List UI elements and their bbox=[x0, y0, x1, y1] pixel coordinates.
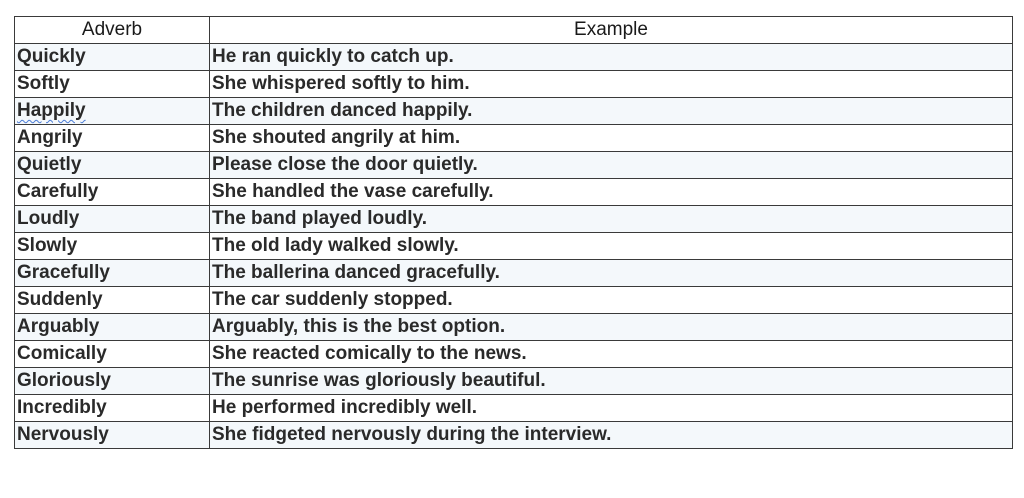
table-row bbox=[15, 152, 1013, 179]
column-header-example: Example bbox=[210, 17, 1013, 44]
example-cell[interactable]: The band played loudly. bbox=[210, 206, 1013, 233]
example-cell[interactable]: She whispered softly to him. bbox=[210, 71, 1013, 98]
adverb-cell[interactable]: Suddenly bbox=[15, 287, 210, 314]
example-cell[interactable]: Please close the door quietly. bbox=[210, 152, 1013, 179]
table-row bbox=[15, 233, 1013, 260]
adverb-cell[interactable]: Nervously bbox=[15, 422, 210, 449]
adverb-cell[interactable]: Quickly bbox=[15, 44, 210, 71]
adverb-table bbox=[14, 16, 1013, 449]
example-cell[interactable]: Arguably, this is the best option. bbox=[210, 314, 1013, 341]
adverb-cell[interactable]: Gracefully bbox=[15, 260, 210, 287]
table-row bbox=[15, 314, 1013, 341]
adverb-cell[interactable]: Arguably bbox=[15, 314, 210, 341]
example-cell[interactable]: She handled the vase carefully. bbox=[210, 179, 1013, 206]
table-header-row bbox=[15, 17, 1013, 44]
table-row bbox=[15, 206, 1013, 233]
table-row bbox=[15, 125, 1013, 152]
example-cell[interactable]: She reacted comically to the news. bbox=[210, 341, 1013, 368]
adverb-cell[interactable]: Slowly bbox=[15, 233, 210, 260]
adverb-cell[interactable]: Gloriously bbox=[15, 368, 210, 395]
table-row bbox=[15, 395, 1013, 422]
table-row bbox=[15, 422, 1013, 449]
adverb-cell[interactable]: Incredibly bbox=[15, 395, 210, 422]
adverb-cell[interactable]: Carefully bbox=[15, 179, 210, 206]
example-cell[interactable]: The sunrise was gloriously beautiful. bbox=[210, 368, 1013, 395]
spellcheck-flagged-word[interactable]: Happily bbox=[17, 100, 86, 121]
example-cell[interactable]: The old lady walked slowly. bbox=[210, 233, 1013, 260]
adverb-cell[interactable] bbox=[15, 98, 210, 125]
adverb-table-container bbox=[14, 16, 1012, 449]
column-header-adverb: Adverb bbox=[15, 17, 210, 44]
table-row bbox=[15, 260, 1013, 287]
adverb-cell[interactable]: Comically bbox=[15, 341, 210, 368]
example-cell[interactable]: The children danced happily. bbox=[210, 98, 1013, 125]
table-row bbox=[15, 341, 1013, 368]
example-cell[interactable]: She shouted angrily at him. bbox=[210, 125, 1013, 152]
table-row bbox=[15, 71, 1013, 98]
table-row bbox=[15, 44, 1013, 71]
example-cell[interactable]: He performed incredibly well. bbox=[210, 395, 1013, 422]
table-row bbox=[15, 287, 1013, 314]
table-row bbox=[15, 368, 1013, 395]
table-row bbox=[15, 98, 1013, 125]
example-cell[interactable]: The ballerina danced gracefully. bbox=[210, 260, 1013, 287]
table-row bbox=[15, 179, 1013, 206]
example-cell[interactable]: The car suddenly stopped. bbox=[210, 287, 1013, 314]
example-cell[interactable]: He ran quickly to catch up. bbox=[210, 44, 1013, 71]
adverb-cell[interactable]: Angrily bbox=[15, 125, 210, 152]
adverb-cell[interactable]: Loudly bbox=[15, 206, 210, 233]
example-cell[interactable]: She fidgeted nervously during the interview. bbox=[210, 422, 1013, 449]
adverb-cell[interactable]: Softly bbox=[15, 71, 210, 98]
adverb-cell[interactable]: Quietly bbox=[15, 152, 210, 179]
